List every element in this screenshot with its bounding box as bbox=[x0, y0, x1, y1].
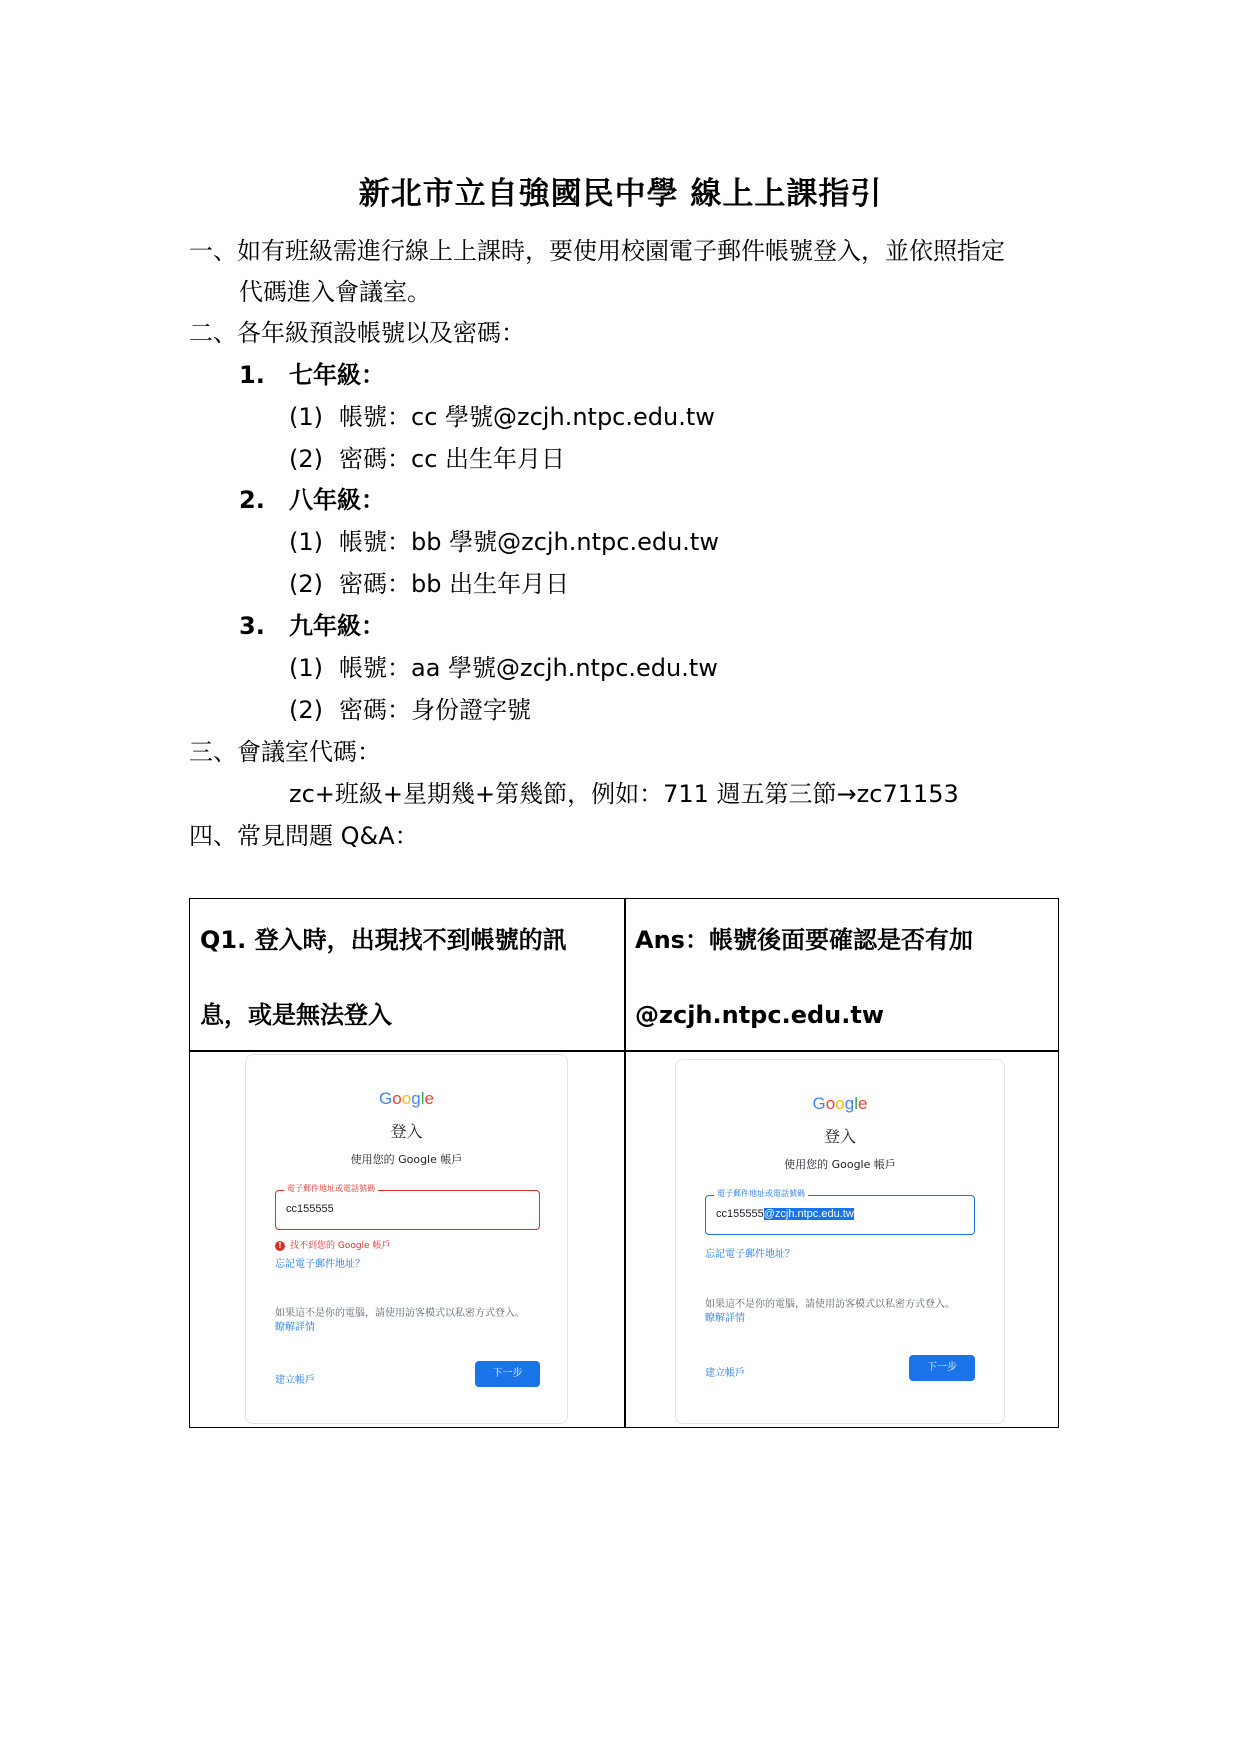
answer-line-2: @zcjh.ntpc.edu.tw bbox=[635, 1001, 885, 1029]
selected-domain-text: @zcjh.ntpc.edu.tw bbox=[763, 1208, 854, 1220]
grade-1-password: 密碼：cc 出生年月日 bbox=[339, 445, 566, 473]
next-button[interactable]: 下一步 bbox=[475, 1361, 540, 1387]
grade-3-label: 九年級： bbox=[289, 612, 385, 640]
grade-3-number: 3. bbox=[239, 612, 265, 640]
grade-1-number: 1. bbox=[239, 361, 265, 389]
email-field-label: 電子郵件地址或電話號碼 bbox=[284, 1183, 378, 1194]
grade-3-account: 帳號：aa 學號@zcjh.ntpc.edu.tw bbox=[339, 654, 718, 682]
email-field-value: cc155555@zcjh.ntpc.edu.tw bbox=[716, 1208, 854, 1220]
email-field[interactable] bbox=[275, 1184, 540, 1230]
section-2-heading: 二、各年級預設帳號以及密碼： bbox=[189, 319, 525, 347]
grade-2-account-index: (1) bbox=[289, 528, 323, 556]
grade-2-number: 2. bbox=[239, 486, 265, 514]
account-not-found-error: ! 找不到您的 Google 帳戶 bbox=[275, 1238, 390, 1251]
google-logo: Google bbox=[379, 1089, 434, 1108]
email-field[interactable] bbox=[705, 1189, 975, 1235]
grade-3-password: 密碼：身份證字號 bbox=[339, 696, 531, 724]
signin-subtitle: 使用您的 Google 帳戶 bbox=[784, 1158, 896, 1171]
section-3-detail: zc+班級+星期幾+第幾節，例如：711 週五第三節→zc71153 bbox=[289, 780, 959, 808]
page-title: 新北市立自強國民中學 線上上課指引 bbox=[358, 176, 883, 212]
learn-more-link[interactable]: 瞭解詳情 bbox=[275, 1322, 315, 1333]
grade-3-password-index: (2) bbox=[289, 696, 323, 724]
grade-1-account-index: (1) bbox=[289, 403, 323, 431]
error-icon: ! bbox=[275, 1241, 285, 1251]
grade-1-label: 七年級： bbox=[289, 361, 385, 389]
grade-1-password-index: (2) bbox=[289, 445, 323, 473]
qa-table bbox=[189, 898, 1059, 1428]
forgot-email-link[interactable]: 忘記電子郵件地址？ bbox=[275, 1259, 365, 1270]
next-button[interactable]: 下一步 bbox=[909, 1355, 975, 1381]
create-account-link[interactable]: 建立帳戶 bbox=[275, 1375, 315, 1386]
google-logo: Google bbox=[812, 1094, 868, 1113]
qa-table-row-divider bbox=[190, 1050, 1058, 1052]
answer-line-1: Ans：帳號後面要確認是否有加 bbox=[635, 926, 973, 954]
signin-title: 登入 bbox=[390, 1122, 423, 1141]
create-account-link[interactable]: 建立帳戶 bbox=[705, 1368, 745, 1379]
grade-2-password-index: (2) bbox=[289, 570, 323, 598]
email-field-value: cc155555 bbox=[286, 1203, 334, 1215]
learn-more-link[interactable]: 瞭解詳情 bbox=[705, 1313, 745, 1324]
qa-table-column-divider bbox=[624, 899, 626, 1427]
section-1-line-2: 代碼進入會議室。 bbox=[239, 278, 431, 306]
grade-3-account-index: (1) bbox=[289, 654, 323, 682]
question-line-1: Q1. 登入時，出現找不到帳號的訊 bbox=[200, 926, 567, 954]
grade-1-account: 帳號：cc 學號@zcjh.ntpc.edu.tw bbox=[339, 403, 715, 431]
signin-title: 登入 bbox=[823, 1127, 856, 1146]
section-3-heading: 三、會議室代碼： bbox=[189, 738, 381, 766]
forgot-email-link[interactable]: 忘記電子郵件地址？ bbox=[705, 1249, 795, 1260]
question-line-2: 息，或是無法登入 bbox=[200, 1001, 392, 1029]
grade-2-account: 帳號：bb 學號@zcjh.ntpc.edu.tw bbox=[339, 528, 719, 556]
section-1-line-1: 一、如有班級需進行線上上課時，要使用校園電子郵件帳號登入，並依照指定 bbox=[189, 237, 1005, 265]
google-signin-corrected-screenshot bbox=[675, 1059, 1005, 1424]
guest-mode-note: 如果這不是你的電腦，請使用訪客模式以私密方式登入。 瞭解詳情 bbox=[705, 1299, 955, 1324]
guest-mode-note: 如果這不是你的電腦，請使用訪客模式以私密方式登入。 瞭解詳情 bbox=[275, 1308, 525, 1333]
section-4-heading: 四、常見問題 Q&A： bbox=[189, 822, 419, 850]
signin-subtitle: 使用您的 Google 帳戶 bbox=[350, 1153, 463, 1166]
grade-2-label: 八年級： bbox=[289, 486, 385, 514]
grade-2-password: 密碼：bb 出生年月日 bbox=[339, 570, 570, 598]
google-signin-error-screenshot bbox=[245, 1054, 568, 1424]
email-field-label: 電子郵件地址或電話號碼 bbox=[714, 1188, 808, 1199]
